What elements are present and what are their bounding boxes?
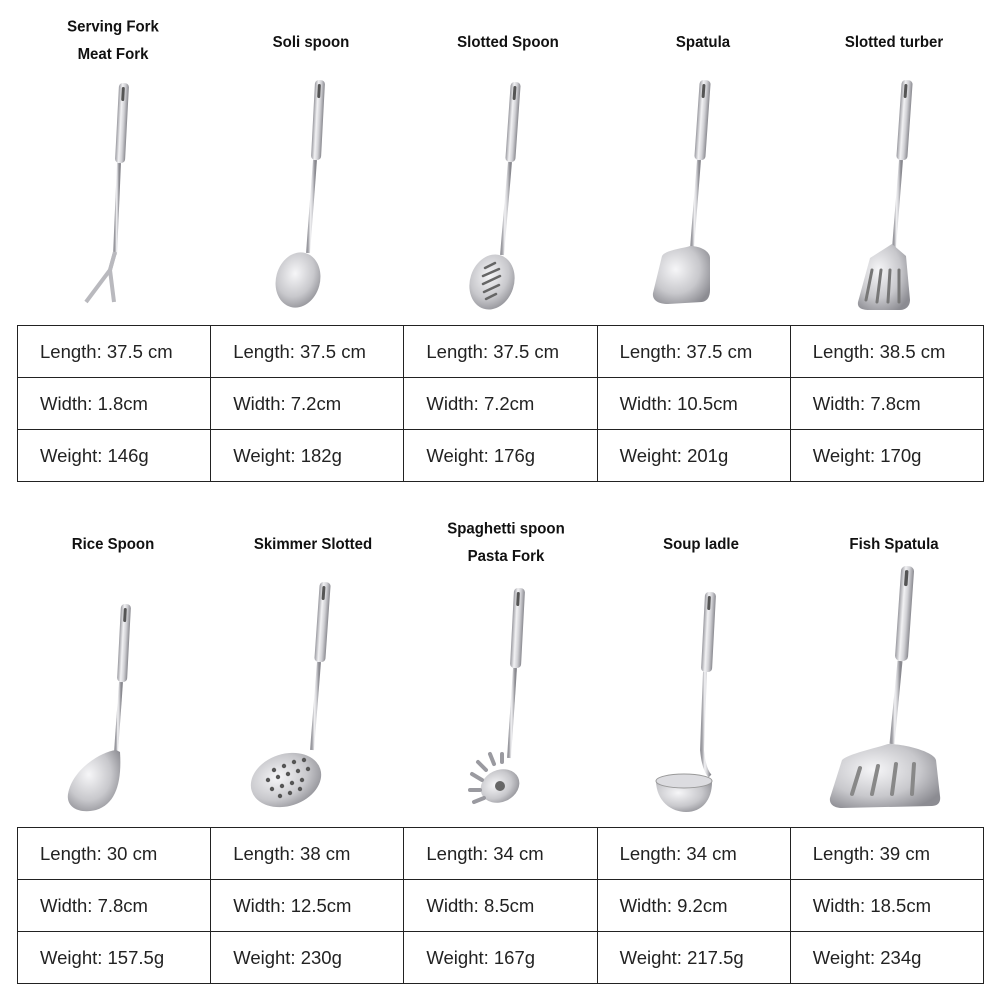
- length-cell: Length: 30 cm: [18, 828, 211, 880]
- spoon-icon: [262, 78, 352, 308]
- skimmer-icon: [244, 580, 344, 815]
- length-cell: Length: 37.5 cm: [404, 326, 597, 378]
- rice-spoon-icon: [60, 602, 150, 817]
- width-cell: Width: 7.8cm: [790, 378, 983, 430]
- weight-cell: Weight: 176g: [404, 430, 597, 482]
- weight-cell: Weight: 230g: [211, 932, 404, 984]
- fish-spatula-icon: [826, 564, 946, 814]
- fork-icon: [70, 80, 160, 310]
- title-skimmer-slotted: Skimmer Slotted: [253, 535, 373, 554]
- specs-table-row-1: [17, 325, 984, 482]
- weight-cell: Weight: 146g: [18, 430, 211, 482]
- title-spaghetti-spoon: Spaghetti spoon Pasta Fork: [447, 519, 565, 566]
- table-row-width: [18, 378, 984, 430]
- table-row-width: [18, 880, 984, 932]
- slotted-turner-icon: [840, 78, 930, 314]
- spatula-icon: [640, 78, 730, 308]
- title-spatula: Spatula: [675, 33, 731, 52]
- weight-cell: Weight: 234g: [790, 932, 983, 984]
- length-cell: Length: 34 cm: [597, 828, 790, 880]
- length-cell: Length: 37.5 cm: [597, 326, 790, 378]
- title-slotted-turner: Slotted turber: [844, 33, 944, 52]
- specs-table-row-2: [17, 827, 984, 984]
- title-fish-spatula: Fish Spatula: [849, 535, 939, 554]
- width-cell: Width: 10.5cm: [597, 378, 790, 430]
- title-soli-spoon: Soli spoon: [272, 33, 350, 52]
- title-serving-fork: Serving Fork Meat Fork: [67, 17, 159, 64]
- width-cell: Width: 12.5cm: [211, 880, 404, 932]
- table-row-length: [18, 326, 984, 378]
- weight-cell: Weight: 157.5g: [18, 932, 211, 984]
- pasta-fork-icon: [462, 586, 552, 811]
- slotted-spoon-icon: [442, 80, 532, 310]
- weight-cell: Weight: 201g: [597, 430, 790, 482]
- table-row-weight: [18, 430, 984, 482]
- weight-cell: Weight: 170g: [790, 430, 983, 482]
- width-cell: Width: 9.2cm: [597, 880, 790, 932]
- table-row-weight: [18, 932, 984, 984]
- length-cell: Length: 34 cm: [404, 828, 597, 880]
- width-cell: Width: 8.5cm: [404, 880, 597, 932]
- weight-cell: Weight: 182g: [211, 430, 404, 482]
- length-cell: Length: 37.5 cm: [18, 326, 211, 378]
- length-cell: Length: 39 cm: [790, 828, 983, 880]
- width-cell: Width: 1.8cm: [18, 378, 211, 430]
- table-row-length: [18, 828, 984, 880]
- weight-cell: Weight: 167g: [404, 932, 597, 984]
- width-cell: Width: 7.8cm: [18, 880, 211, 932]
- length-cell: Length: 38 cm: [211, 828, 404, 880]
- title-rice-spoon: Rice Spoon: [71, 535, 155, 554]
- width-cell: Width: 18.5cm: [790, 880, 983, 932]
- width-cell: Width: 7.2cm: [404, 378, 597, 430]
- title-soup-ladle: Soup ladle: [663, 535, 739, 554]
- title-slotted-spoon: Slotted Spoon: [457, 33, 559, 52]
- weight-cell: Weight: 217.5g: [597, 932, 790, 984]
- width-cell: Width: 7.2cm: [211, 378, 404, 430]
- length-cell: Length: 37.5 cm: [211, 326, 404, 378]
- ladle-icon: [650, 590, 740, 815]
- length-cell: Length: 38.5 cm: [790, 326, 983, 378]
